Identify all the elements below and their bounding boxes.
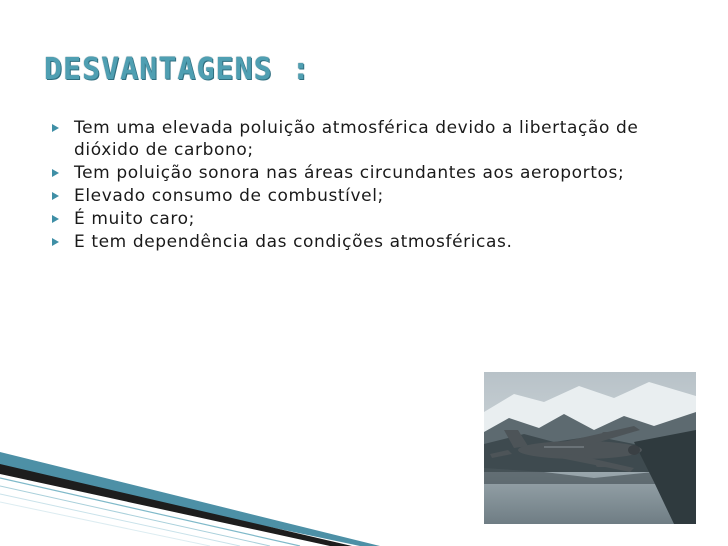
bullet-list [52, 117, 652, 254]
bullet-text: É muito caro; [74, 209, 195, 229]
airplane-photo [484, 372, 696, 524]
bullet-text: E tem dependência das condições atmosféricas. [74, 232, 513, 252]
airplane-photo-icon [484, 372, 696, 524]
bullet-arrow-icon [52, 215, 59, 223]
slide-title: DESVANTAGENS : [44, 52, 311, 87]
bullet-item [52, 231, 652, 253]
bullet-item [52, 162, 652, 184]
bullet-item [52, 208, 652, 230]
bullet-arrow-icon [52, 192, 59, 200]
bullet-item [52, 117, 652, 161]
bullet-text: Tem poluição sonora nas áreas circundantes aos aeroportos; [74, 163, 625, 183]
bullet-arrow-icon [52, 124, 59, 132]
bullet-text: Tem uma elevada poluição atmosférica devido a libertação de dióxido de carbono; [74, 118, 639, 160]
decorative-swoosh-lines [0, 430, 380, 546]
bullet-arrow-icon [52, 169, 59, 177]
bullet-text: Elevado consumo de combustível; [74, 186, 384, 206]
bullet-item [52, 185, 652, 207]
bullet-arrow-icon [52, 238, 59, 246]
